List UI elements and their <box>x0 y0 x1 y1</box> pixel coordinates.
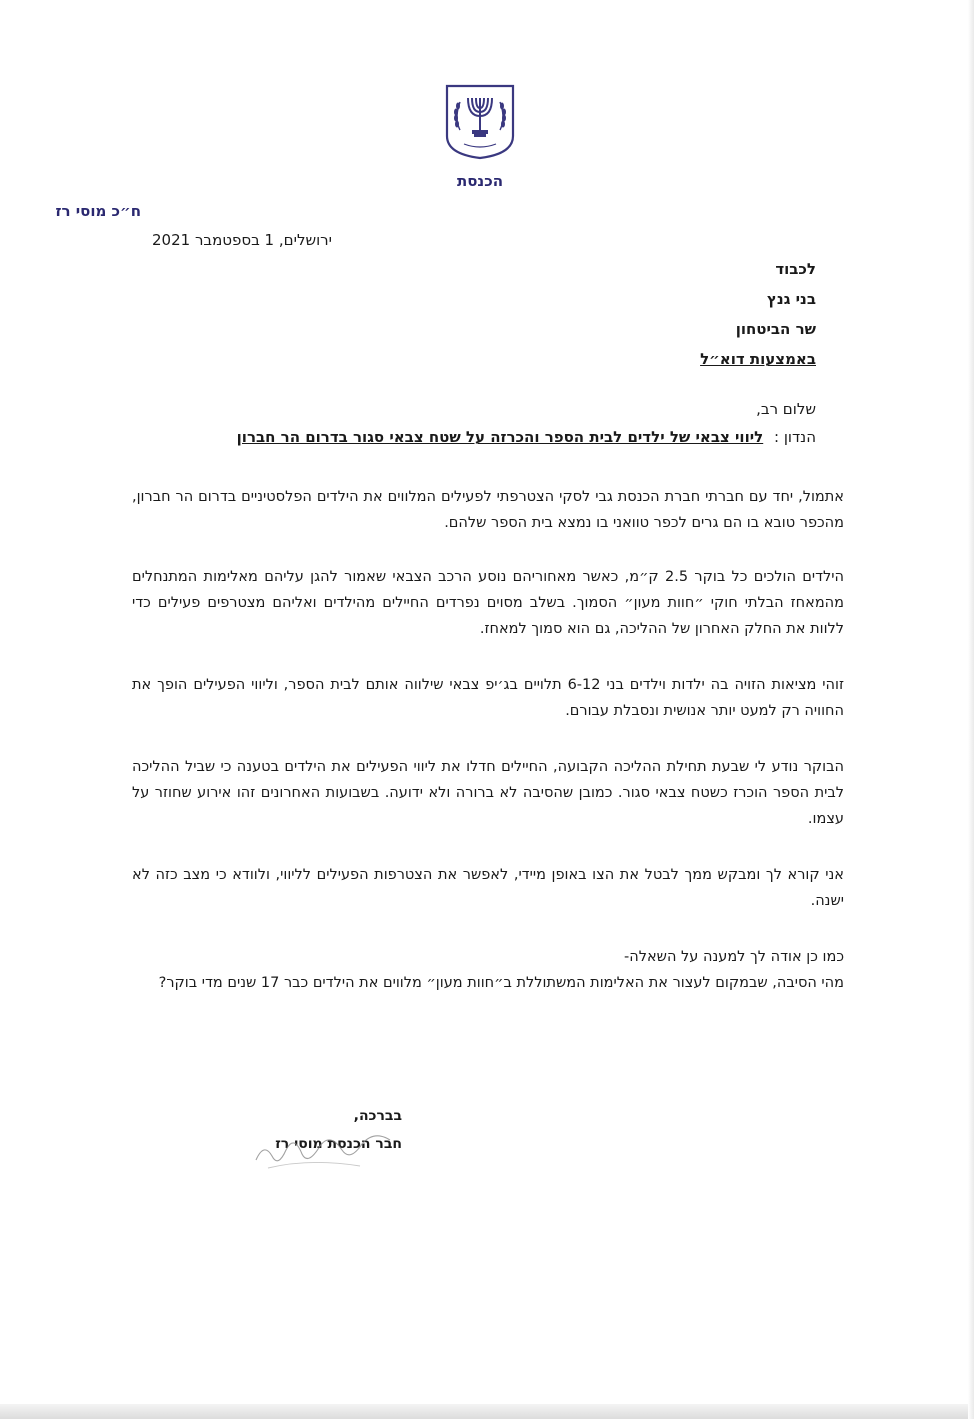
body-paragraph-2: הילדים הולכים כל בוקר 2.5 ק״מ, כאשר מאחוריהם נוסע הרכב הצבאי שאמור להגן עליהם מאלימות המתנחלים מהמאחז הבלתי חוקי ״חוות מעון״ הסמוך. בשלב מסוים נפרדים החיילים מהילדים ואליהם מצטרפים פעילים כדי ללוות את החלק האחרון של ההליכה, גם הוא סמוך למאחז. <box>132 569 844 637</box>
subject-text: ליווי צבאי של ילדים לבית הספר והכרזה על שטח צבאי סגור בדרום הר חברון <box>236 428 764 446</box>
mk-name: ח״כ מוסי רז <box>55 202 141 220</box>
handwritten-signature-icon <box>250 1120 410 1180</box>
knesset-menorah-emblem-icon <box>444 84 516 160</box>
org-name: הכנסת <box>456 172 504 190</box>
body-paragraph-3: זוהי מציאות הזויה בה ילדות וילדים בני 6-12 תלויים בג׳יפ צבאי שילווה אותם לבית הספר, וליווי הפעילים הופך את החוויה רק למעט יותר אנושית ונסבלת עבורם. <box>132 677 844 719</box>
body-paragraph-1: אתמול, יחד עם חברתי חברת הכנסת גבי לסקי הצטרפתי לפעילים המלווים את הילדים הפלסטיניים בדרום הר חברון, מהכפר טובא בו הם גרים לכפר טוואני בו נמצא בית הספר שלהם. <box>132 489 844 531</box>
recipient-line-1: לכבוד <box>775 260 816 278</box>
body-paragraph-5: אני קורא לך ומבקש ממך לבטל את הצו באופן מיידי, לאפשר את הצטרפות הפעילים לליווי, ולוודא כי מצב כזה לא ישנה. <box>132 867 844 909</box>
signature-name: חבר הכנסת מוסי רז <box>275 1136 402 1152</box>
signature-closing: בברכה, <box>353 1108 402 1124</box>
body-paragraph-4: הבוקר נודע לי שבעת תחילת ההליכה הקבועה, החיילים חדלו את ליווי הפעילים את הילדים בטענה כי שביל ההליכה לבית הספר הוכרז כשטח צבאי סגור. כמובן שהסיבה לא ברורה ולא ידועה. בשבועות האחרונים זהו אירוע שחוזר על עצמו. <box>132 759 844 827</box>
recipient-line-3: שר הביטחון <box>735 320 816 338</box>
recipient-line-4: באמצעות דוא״ל <box>700 350 816 368</box>
question-text: מהי הסיבה, שבמקום לעצור את האלימות המשתוללת ב״חוות מעון״ מלווים את הילדים כבר 17 שנים מדי בוקר? <box>158 975 844 991</box>
greeting: שלום רב, <box>756 400 816 418</box>
page-right-edge <box>968 0 974 1419</box>
date-line: ירושלים, 1 בספטמבר 2021 <box>151 231 332 249</box>
subject-line <box>237 428 816 446</box>
subject-label: הנדון : <box>774 428 816 446</box>
recipient-line-2: בני גנץ <box>767 290 816 308</box>
page-bottom-edge <box>0 1404 974 1419</box>
question-intro: כמו כן אודה לך למענה על השאלה- <box>624 949 844 965</box>
body-paragraph-6 <box>132 944 844 996</box>
